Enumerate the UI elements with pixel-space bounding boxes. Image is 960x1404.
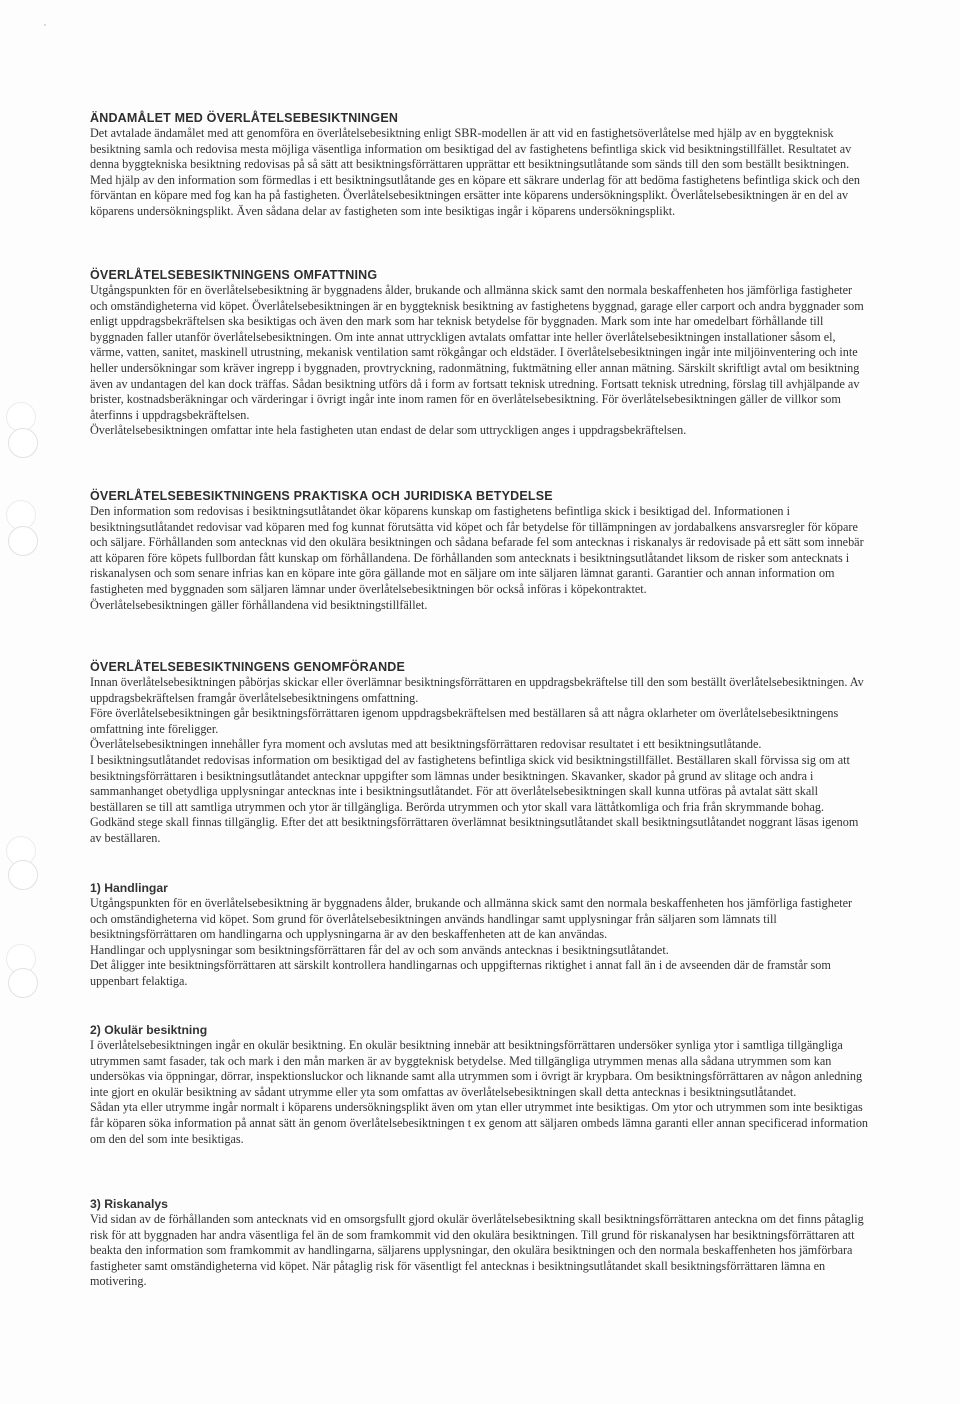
section-paragraph: Före överlåtelsebesiktningen går besiktningsförrättaren igenom uppdragsbekräftelsen med beställaren så att några oklarheter om överlåtelsebesiktningens omfattning inte föreligger.	[90, 706, 839, 736]
section-handlingar	[90, 880, 870, 990]
section-paragraph: Utgångspunkten för en överlåtelsebesiktning är byggnadens ålder, brukande och allmänna skick samt den normala beskaffenheten hos jämförliga fastigheter och omständigheterna vid köpet. Som grund för överlåtelsebesiktningen används handlingar samt upplysningar från säljaren som lämnats till besiktningsförrättaren om handlingarna och upplysningarna är av den beskaffenheten att de kan användas.	[90, 896, 853, 942]
section-paragraph: Överlåtelsebesiktningen omfattar inte hela fastigheten utan endast de delar som uttryckligen anges i uppdragsbekräftelsen.	[90, 423, 687, 438]
section-paragraph: Handlingar och upplysningar som besiktningsförrättaren får del av och som används antecknas i besiktningsutlåtandet.	[90, 942, 669, 957]
section-paragraph: Det åligger inte besiktningsförrättaren att särskilt kontrollera handlingarnas och uppgifternas riktighet i annat fall än i de avseenden där de framstår som uppenbart felaktiga.	[90, 958, 831, 988]
scan-speck	[44, 24, 46, 26]
section-subheading: 3) Riskanalys	[90, 1197, 168, 1211]
section-andamalet	[90, 110, 870, 220]
section-heading: ÖVERLÅTELSEBESIKTNINGENS OMFATTNING	[90, 268, 378, 282]
section-subheading: 1) Handlingar	[90, 881, 168, 895]
section-paragraph: Överlåtelsebesiktningen innehåller fyra moment och avslutas med att besiktningsförrättaren redovisar resultatet i ett besiktningsutlåtande.	[90, 737, 762, 752]
section-paragraph: I överlåtelsebesiktningen ingår en okulär besiktning. En okulär besiktning innebär att besiktningsförrättaren undersöker synliga ytor i samtliga tillgängliga utrymmen samt fasader, tak och mark i den mån marken är av byggteknisk betydelse. Med tillgängliga utrymmen menas alla sådana utrymmen som kan undersökas via öppningar, dörrar, inspektionsluckor och liknande samt alla utrymmen som i övrigt är krypbara. Om besiktningsförrättaren av någon anledning inte gjort en okulär besiktning av sådant utrymme eller yta som omfattas av överlåtelsebesiktningen skall detta antecknas i besiktningsutlåtandet.	[90, 1038, 863, 1099]
section-omfattning	[90, 267, 870, 439]
section-paragraph: Innan överlåtelsebesiktningen påbörjas skickar eller överlämnar besiktningsförrättaren en uppdragsbekräftelse till den som beställt överlåtelsebesiktningen. Av uppdragsbekräftelsen framgår överlåtelsebesiktningens omfattning.	[90, 675, 864, 705]
section-heading: ÖVERLÅTELSEBESIKTNINGENS PRAKTISKA OCH JURIDISKA BETYDELSE	[90, 489, 553, 503]
punch-hole-4	[8, 526, 38, 556]
section-praktiska-juridiska	[90, 488, 870, 613]
section-paragraph: Det avtalade ändamålet med att genomföra en överlåtelsebesiktning enligt SBR-modellen är att vid en fastighetsöverlåtelse med hjälp av en byggteknisk besiktning samla och redovisa mesta möjliga väsentliga information om besiktigad del av fastighetens befintliga skick vid besiktningstillfället. Resultatet av denna byggtekniska besiktning redovisas på så sätt att besiktningsförrättaren upprättar ett besiktningsutlåtande som sänds till den som beställt besiktningen. Med hjälp av den information som förmedlas i ett besiktningsutlåtande ges en köpare ett säkrare underlag för att bedöma fastighetens befintliga skick och den förväntan en köpare med fog kan ha på fastigheten. Överlåtelsebesiktningen ersätter inte köparens undersökningsplikt. Överlåtelsebesiktningen är en del av köparens undersökningsplikt. Även sådana delar av fastigheten som inte besiktigas ingår i köparens undersökningsplikt.	[90, 126, 860, 218]
punch-hole-6	[8, 860, 38, 890]
section-subheading: 2) Okulär besiktning	[90, 1023, 208, 1037]
section-paragraph: Den information som redovisas i besiktningsutlåtandet ökar köparens kunskap om fastighetens befintliga skick i besiktigad del. Informationen i besiktningsutlåtandet redovisar vad köparen med fog kunnat förutsätta vid köpet och får betydelse för tillämpningen av jordabalkens ansvarsregler för köpare och säljare. Förhållanden som antecknas vid den okulära besiktningen och sådana befarade fel som antecknas i riskanalys är redovisade på ett sätt som innebär att köparen före köpets fullbordan fått kunskap om förhållandena. De förhållanden som antecknats i besiktningsutlåtandet liksom de risker som antecknats i riskanalysen och som senare infrias kan en köpare inte göra gällande mot en säljare om inte säljaren lämnat garanti. Garantier och annan information om fastigheten med byggnaden som säljaren lämnar under överlåtelsebesiktningen bör också införas i köpekontraktet.	[90, 504, 864, 596]
section-riskanalys	[90, 1196, 870, 1290]
section-paragraph: I besiktningsutlåtandet redovisas information om besiktigad del av fastighetens befintliga skick vid besiktningstillfället. Beställaren skall förvissa sig om att besiktningsförrättaren i besiktningsutlåtandet antecknar uppgifter som lämnas under besiktningen. Skavanker, skador på grund av slitage och andra i sammanhanget obetydliga upplysningar antecknas inte i besiktningsutlåtandet. För att överlåtelsebesiktningen skall kunna utföras på avtalat sätt skall beställaren se till att samtliga utrymmen och ytor är tillgängliga. Berörda utrymmen och ytor skall vara lättåtkomliga och fria från skrymmande bohag. Godkänd stege skall finnas tillgänglig. Efter det att besiktningsförrättaren överlämnat besiktningsutlåtandet skall besiktningsutlåtandet noggrant läsas igenom av beställaren.	[90, 752, 859, 845]
section-genomforande	[90, 659, 870, 847]
section-heading: ÄNDAMÅLET MED ÖVERLÅTELSEBESIKTNINGEN	[90, 111, 399, 125]
section-paragraph: Vid sidan av de förhållanden som antecknats vid en omsorgsfullt gjord okulär överlåtelsebesiktning skall besiktningsförrättaren anteckna om det finns påtaglig risk för att byggnaden har andra väsentliga fel än de som framkommit vid den okulära besiktningen. Till grund för riskanalysen har besiktningsförrättaren att beakta den information som framkommit av handlingarna, säljarens upplysningar, den okulära besiktningen och den normala beskaffenheten hos jämförbara fastigheter samt omständigheterna vid köpet. När påtaglig risk för väsentligt fel antecknas i besiktningsutlåtandet skall besiktningsförrättaren lämna en motivering.	[90, 1212, 864, 1289]
section-heading: ÖVERLÅTELSEBESIKTNINGENS GENOMFÖRANDE	[90, 660, 406, 674]
punch-hole-8	[8, 968, 38, 998]
section-paragraph: Utgångspunkten för en överlåtelsebesiktning är byggnadens ålder, brukande och allmänna skick samt den normala beskaffenheten hos jämförliga fastigheter och omständigheterna vid köpet. Överlåtelsebesiktningen är en byggteknisk besiktning av fastighetens byggnad, garage eller carport och andra byggnader som enligt uppdragsbekräftelsen ska besiktigas och även den mark som har teknisk betydelse för byggnaden. Mark som inte har omedelbart förhållande till byggnaden faller utanför överlåtelsebesiktningen. Om inte annat uttryckligen avtalats omfattar inte heller överlåtelsebesiktningen installationer såsom el, värme, vatten, sanitet, maskinell utrustning, mekanisk ventilation samt rökgångar och eldstäder. I överlåtelsebesiktningen ingår inte miljöinventering och inte heller undersökningar som kräver ingrepp i byggnaden, provtryckning, radonmätning, fuktmätning eller annan mätning. Särskilt skriftligt avtal om besiktning även av undantagen del kan dock träffas. Sådan besiktning utförs då i form av fortsatt teknisk utredning. Fortsatt teknisk utredning, förslag till avhjälpande av brister, kostnadsberäkningar och värderingar i övrigt ingår inte inom ramen för en överlåtelsebesiktning. För överlåtelsebesiktningen gäller de villkor som återfinns i uppdragsbekräftelsen.	[90, 283, 864, 422]
section-paragraph: Överlåtelsebesiktningen gäller förhållandena vid besiktningstillfället.	[90, 597, 428, 612]
section-okular-besiktning	[90, 1022, 870, 1147]
section-paragraph: Sådan yta eller utrymme ingår normalt i köparens undersökningsplikt även om ytan eller utrymmet inte besiktigas. Om ytor och utrymmen som inte besiktigas får köparen söka information på annat sätt än genom överlåtelsebesiktningen t ex genom att säljaren ombeds lämna garanti eller annan specificerad information om den del som inte besiktigas.	[90, 1100, 869, 1146]
punch-hole-2	[8, 428, 38, 458]
